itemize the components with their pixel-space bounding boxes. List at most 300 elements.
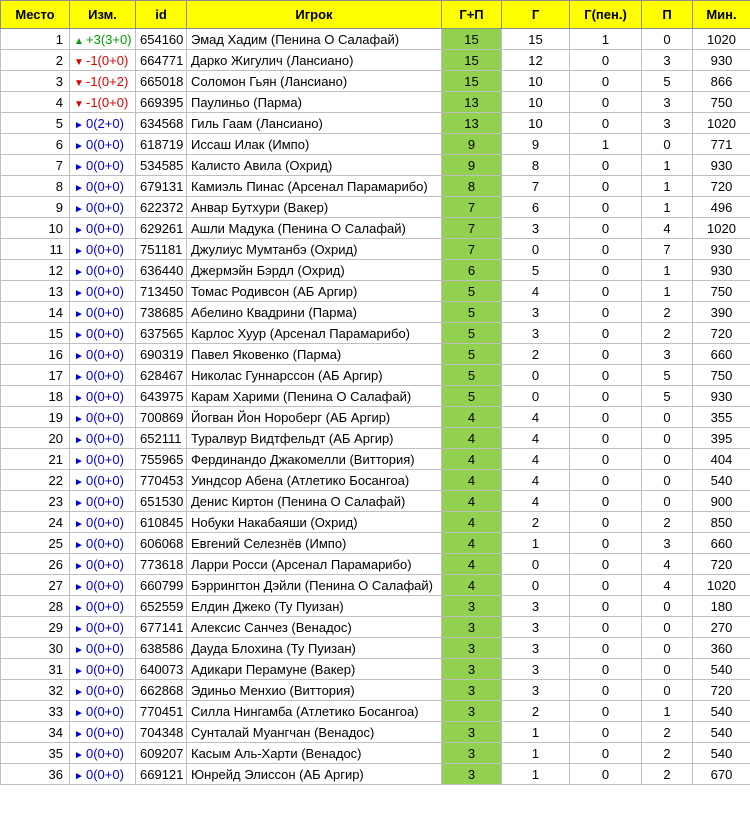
- penalty-goals-cell[interactable]: 0: [570, 176, 642, 197]
- minutes-cell[interactable]: 355: [693, 407, 750, 428]
- id-cell[interactable]: 664771: [136, 50, 187, 71]
- player-cell[interactable]: Фердинандо Джакомелли (Виттория): [187, 449, 442, 470]
- player-cell[interactable]: Бэррингтон Дэйли (Пенина О Салафай): [187, 575, 442, 596]
- id-cell[interactable]: 669121: [136, 764, 187, 785]
- assists-cell[interactable]: 4: [642, 218, 693, 239]
- penalty-goals-cell[interactable]: 0: [570, 71, 642, 92]
- goals-plus-assists-cell[interactable]: 15: [442, 71, 502, 92]
- player-cell[interactable]: Йогван Йон Нороберг (АБ Аргир): [187, 407, 442, 428]
- penalty-goals-cell[interactable]: 0: [570, 722, 642, 743]
- assists-cell[interactable]: 2: [642, 323, 693, 344]
- assists-cell[interactable]: 5: [642, 365, 693, 386]
- minutes-cell[interactable]: 180: [693, 596, 750, 617]
- goals-cell[interactable]: 1: [502, 764, 570, 785]
- goals-plus-assists-cell[interactable]: 4: [442, 512, 502, 533]
- assists-cell[interactable]: 0: [642, 659, 693, 680]
- change-cell[interactable]: [70, 344, 136, 365]
- change-cell[interactable]: [70, 533, 136, 554]
- goals-plus-assists-cell[interactable]: 7: [442, 197, 502, 218]
- rank-cell[interactable]: 11: [1, 239, 70, 260]
- penalty-goals-cell[interactable]: 0: [570, 344, 642, 365]
- goals-cell[interactable]: 3: [502, 302, 570, 323]
- rank-cell[interactable]: 12: [1, 260, 70, 281]
- penalty-goals-cell[interactable]: 0: [570, 617, 642, 638]
- rank-cell[interactable]: 27: [1, 575, 70, 596]
- goals-plus-assists-cell[interactable]: 4: [442, 470, 502, 491]
- change-cell[interactable]: [70, 155, 136, 176]
- assists-cell[interactable]: 2: [642, 722, 693, 743]
- change-cell[interactable]: [70, 659, 136, 680]
- minutes-cell[interactable]: 750: [693, 92, 750, 113]
- player-cell[interactable]: Юнрейд Элиссон (АБ Аргир): [187, 764, 442, 785]
- player-cell[interactable]: Джермэйн Бэрдл (Охрид): [187, 260, 442, 281]
- change-cell[interactable]: [70, 764, 136, 785]
- penalty-goals-cell[interactable]: 0: [570, 575, 642, 596]
- player-cell[interactable]: Касым Аль-Харти (Венадос): [187, 743, 442, 764]
- penalty-goals-cell[interactable]: 0: [570, 428, 642, 449]
- change-cell[interactable]: [70, 407, 136, 428]
- rank-cell[interactable]: 9: [1, 197, 70, 218]
- assists-cell[interactable]: 0: [642, 428, 693, 449]
- id-cell[interactable]: 654160: [136, 29, 187, 50]
- rank-cell[interactable]: 34: [1, 722, 70, 743]
- rank-cell[interactable]: 7: [1, 155, 70, 176]
- goals-plus-assists-cell[interactable]: 4: [442, 407, 502, 428]
- id-cell[interactable]: 679131: [136, 176, 187, 197]
- goals-plus-assists-cell[interactable]: 15: [442, 29, 502, 50]
- penalty-goals-cell[interactable]: 1: [570, 134, 642, 155]
- goals-cell[interactable]: 0: [502, 575, 570, 596]
- rank-cell[interactable]: 23: [1, 491, 70, 512]
- change-cell[interactable]: [70, 113, 136, 134]
- id-cell[interactable]: 634568: [136, 113, 187, 134]
- rank-cell[interactable]: 10: [1, 218, 70, 239]
- goals-plus-assists-cell[interactable]: 13: [442, 113, 502, 134]
- penalty-goals-cell[interactable]: 0: [570, 260, 642, 281]
- change-cell[interactable]: [70, 554, 136, 575]
- id-cell[interactable]: 606068: [136, 533, 187, 554]
- goals-cell[interactable]: 3: [502, 617, 570, 638]
- penalty-goals-cell[interactable]: 0: [570, 764, 642, 785]
- goals-plus-assists-cell[interactable]: 4: [442, 533, 502, 554]
- assists-cell[interactable]: 5: [642, 71, 693, 92]
- penalty-goals-cell[interactable]: 0: [570, 449, 642, 470]
- player-cell[interactable]: Томас Родивсон (АБ Аргир): [187, 281, 442, 302]
- minutes-cell[interactable]: 1020: [693, 575, 750, 596]
- minutes-cell[interactable]: 660: [693, 533, 750, 554]
- rank-cell[interactable]: 30: [1, 638, 70, 659]
- goals-plus-assists-cell[interactable]: 15: [442, 50, 502, 71]
- goals-plus-assists-cell[interactable]: 4: [442, 575, 502, 596]
- assists-cell[interactable]: 0: [642, 449, 693, 470]
- player-cell[interactable]: Николас Гуннарссон (АБ Аргир): [187, 365, 442, 386]
- goals-cell[interactable]: 4: [502, 428, 570, 449]
- col-header-player[interactable]: Игрок: [187, 1, 442, 29]
- goals-cell[interactable]: 0: [502, 365, 570, 386]
- id-cell[interactable]: 677141: [136, 617, 187, 638]
- player-cell[interactable]: Дарко Жигулич (Лансиано): [187, 50, 442, 71]
- change-cell[interactable]: [70, 50, 136, 71]
- penalty-goals-cell[interactable]: 0: [570, 638, 642, 659]
- penalty-goals-cell[interactable]: 0: [570, 407, 642, 428]
- minutes-cell[interactable]: 771: [693, 134, 750, 155]
- change-cell[interactable]: [70, 386, 136, 407]
- rank-cell[interactable]: 31: [1, 659, 70, 680]
- assists-cell[interactable]: 0: [642, 596, 693, 617]
- rank-cell[interactable]: 29: [1, 617, 70, 638]
- player-cell[interactable]: Адикари Перамуне (Вакер): [187, 659, 442, 680]
- player-cell[interactable]: Соломон Гьян (Лансиано): [187, 71, 442, 92]
- id-cell[interactable]: 637565: [136, 323, 187, 344]
- rank-cell[interactable]: 22: [1, 470, 70, 491]
- change-cell[interactable]: [70, 323, 136, 344]
- player-cell[interactable]: Ларри Росси (Арсенал Парамарибо): [187, 554, 442, 575]
- assists-cell[interactable]: 0: [642, 29, 693, 50]
- player-cell[interactable]: Алексис Санчез (Венадос): [187, 617, 442, 638]
- change-cell[interactable]: [70, 722, 136, 743]
- goals-plus-assists-cell[interactable]: 5: [442, 323, 502, 344]
- id-cell[interactable]: 643975: [136, 386, 187, 407]
- player-cell[interactable]: Абелино Квадрини (Парма): [187, 302, 442, 323]
- assists-cell[interactable]: 3: [642, 533, 693, 554]
- minutes-cell[interactable]: 395: [693, 428, 750, 449]
- penalty-goals-cell[interactable]: 0: [570, 743, 642, 764]
- player-cell[interactable]: Павел Яковенко (Парма): [187, 344, 442, 365]
- rank-cell[interactable]: 18: [1, 386, 70, 407]
- goals-cell[interactable]: 15: [502, 29, 570, 50]
- assists-cell[interactable]: 1: [642, 701, 693, 722]
- goals-cell[interactable]: 0: [502, 386, 570, 407]
- rank-cell[interactable]: 3: [1, 71, 70, 92]
- minutes-cell[interactable]: 670: [693, 764, 750, 785]
- goals-cell[interactable]: 3: [502, 218, 570, 239]
- goals-plus-assists-cell[interactable]: 3: [442, 722, 502, 743]
- goals-plus-assists-cell[interactable]: 5: [442, 281, 502, 302]
- change-cell[interactable]: [70, 491, 136, 512]
- rank-cell[interactable]: 13: [1, 281, 70, 302]
- minutes-cell[interactable]: 1020: [693, 218, 750, 239]
- change-cell[interactable]: [70, 743, 136, 764]
- id-cell[interactable]: 609207: [136, 743, 187, 764]
- goals-cell[interactable]: 8: [502, 155, 570, 176]
- penalty-goals-cell[interactable]: 0: [570, 512, 642, 533]
- id-cell[interactable]: 638586: [136, 638, 187, 659]
- rank-cell[interactable]: 28: [1, 596, 70, 617]
- penalty-goals-cell[interactable]: 0: [570, 281, 642, 302]
- goals-plus-assists-cell[interactable]: 3: [442, 617, 502, 638]
- assists-cell[interactable]: 0: [642, 638, 693, 659]
- player-cell[interactable]: Денис Киртон (Пенина О Салафай): [187, 491, 442, 512]
- change-cell[interactable]: [70, 134, 136, 155]
- rank-cell[interactable]: 5: [1, 113, 70, 134]
- player-cell[interactable]: Камиэль Пинас (Арсенал Парамарибо): [187, 176, 442, 197]
- penalty-goals-cell[interactable]: 0: [570, 554, 642, 575]
- penalty-goals-cell[interactable]: 0: [570, 155, 642, 176]
- assists-cell[interactable]: 0: [642, 407, 693, 428]
- assists-cell[interactable]: 3: [642, 92, 693, 113]
- assists-cell[interactable]: 1: [642, 281, 693, 302]
- goals-plus-assists-cell[interactable]: 13: [442, 92, 502, 113]
- goals-cell[interactable]: 3: [502, 596, 570, 617]
- penalty-goals-cell[interactable]: 0: [570, 365, 642, 386]
- minutes-cell[interactable]: 540: [693, 743, 750, 764]
- change-cell[interactable]: [70, 680, 136, 701]
- rank-cell[interactable]: 36: [1, 764, 70, 785]
- minutes-cell[interactable]: 900: [693, 491, 750, 512]
- minutes-cell[interactable]: 850: [693, 512, 750, 533]
- change-cell[interactable]: [70, 281, 136, 302]
- goals-cell[interactable]: 1: [502, 533, 570, 554]
- id-cell[interactable]: 700869: [136, 407, 187, 428]
- penalty-goals-cell[interactable]: 1: [570, 29, 642, 50]
- minutes-cell[interactable]: 270: [693, 617, 750, 638]
- change-cell[interactable]: [70, 617, 136, 638]
- goals-plus-assists-cell[interactable]: 5: [442, 302, 502, 323]
- minutes-cell[interactable]: 930: [693, 386, 750, 407]
- minutes-cell[interactable]: 390: [693, 302, 750, 323]
- penalty-goals-cell[interactable]: 0: [570, 701, 642, 722]
- penalty-goals-cell[interactable]: 0: [570, 239, 642, 260]
- assists-cell[interactable]: 1: [642, 197, 693, 218]
- rank-cell[interactable]: 24: [1, 512, 70, 533]
- goals-cell[interactable]: 10: [502, 113, 570, 134]
- col-header-change[interactable]: Изм.: [70, 1, 136, 29]
- minutes-cell[interactable]: 1020: [693, 113, 750, 134]
- assists-cell[interactable]: 4: [642, 575, 693, 596]
- id-cell[interactable]: 738685: [136, 302, 187, 323]
- goals-plus-assists-cell[interactable]: 6: [442, 260, 502, 281]
- rank-cell[interactable]: 8: [1, 176, 70, 197]
- goals-plus-assists-cell[interactable]: 3: [442, 638, 502, 659]
- minutes-cell[interactable]: 720: [693, 680, 750, 701]
- minutes-cell[interactable]: 750: [693, 281, 750, 302]
- player-cell[interactable]: Нобуки Накабаяши (Охрид): [187, 512, 442, 533]
- penalty-goals-cell[interactable]: 0: [570, 302, 642, 323]
- goals-plus-assists-cell[interactable]: 3: [442, 764, 502, 785]
- goals-cell[interactable]: 0: [502, 239, 570, 260]
- id-cell[interactable]: 669395: [136, 92, 187, 113]
- player-cell[interactable]: Гиль Гаам (Лансиано): [187, 113, 442, 134]
- assists-cell[interactable]: 0: [642, 617, 693, 638]
- id-cell[interactable]: 640073: [136, 659, 187, 680]
- minutes-cell[interactable]: 720: [693, 176, 750, 197]
- player-cell[interactable]: Дауда Блохина (Ту Пуизан): [187, 638, 442, 659]
- goals-cell[interactable]: 6: [502, 197, 570, 218]
- change-cell[interactable]: [70, 596, 136, 617]
- player-cell[interactable]: Эмад Хадим (Пенина О Салафай): [187, 29, 442, 50]
- player-cell[interactable]: Туралвур Видтфельдт (АБ Аргир): [187, 428, 442, 449]
- assists-cell[interactable]: 4: [642, 554, 693, 575]
- player-cell[interactable]: Ашли Мадука (Пенина О Салафай): [187, 218, 442, 239]
- goals-cell[interactable]: 3: [502, 680, 570, 701]
- goals-plus-assists-cell[interactable]: 4: [442, 491, 502, 512]
- goals-cell[interactable]: 4: [502, 281, 570, 302]
- id-cell[interactable]: 751181: [136, 239, 187, 260]
- goals-cell[interactable]: 4: [502, 407, 570, 428]
- id-cell[interactable]: 636440: [136, 260, 187, 281]
- id-cell[interactable]: 651530: [136, 491, 187, 512]
- id-cell[interactable]: 652559: [136, 596, 187, 617]
- player-cell[interactable]: Иссаш Илак (Импо): [187, 134, 442, 155]
- id-cell[interactable]: 610845: [136, 512, 187, 533]
- goals-cell[interactable]: 0: [502, 554, 570, 575]
- minutes-cell[interactable]: 404: [693, 449, 750, 470]
- goals-plus-assists-cell[interactable]: 4: [442, 554, 502, 575]
- penalty-goals-cell[interactable]: 0: [570, 470, 642, 491]
- goals-cell[interactable]: 3: [502, 323, 570, 344]
- id-cell[interactable]: 704348: [136, 722, 187, 743]
- minutes-cell[interactable]: 1020: [693, 29, 750, 50]
- minutes-cell[interactable]: 750: [693, 365, 750, 386]
- change-cell[interactable]: [70, 197, 136, 218]
- rank-cell[interactable]: 17: [1, 365, 70, 386]
- change-cell[interactable]: [70, 449, 136, 470]
- goals-plus-assists-cell[interactable]: 3: [442, 680, 502, 701]
- id-cell[interactable]: 662868: [136, 680, 187, 701]
- goals-cell[interactable]: 5: [502, 260, 570, 281]
- player-cell[interactable]: Калисто Авила (Охрид): [187, 155, 442, 176]
- player-cell[interactable]: Елдин Джеко (Ту Пуизан): [187, 596, 442, 617]
- minutes-cell[interactable]: 866: [693, 71, 750, 92]
- rank-cell[interactable]: 15: [1, 323, 70, 344]
- minutes-cell[interactable]: 496: [693, 197, 750, 218]
- goals-cell[interactable]: 2: [502, 512, 570, 533]
- assists-cell[interactable]: 1: [642, 260, 693, 281]
- goals-cell[interactable]: 2: [502, 701, 570, 722]
- rank-cell[interactable]: 19: [1, 407, 70, 428]
- goals-plus-assists-cell[interactable]: 5: [442, 386, 502, 407]
- change-cell[interactable]: [70, 92, 136, 113]
- rank-cell[interactable]: 6: [1, 134, 70, 155]
- player-cell[interactable]: Карлос Хуур (Арсенал Парамарибо): [187, 323, 442, 344]
- change-cell[interactable]: [70, 701, 136, 722]
- change-cell[interactable]: [70, 512, 136, 533]
- change-cell[interactable]: [70, 176, 136, 197]
- id-cell[interactable]: 652111: [136, 428, 187, 449]
- goals-plus-assists-cell[interactable]: 4: [442, 449, 502, 470]
- rank-cell[interactable]: 20: [1, 428, 70, 449]
- id-cell[interactable]: 713450: [136, 281, 187, 302]
- change-cell[interactable]: [70, 260, 136, 281]
- rank-cell[interactable]: 26: [1, 554, 70, 575]
- rank-cell[interactable]: 33: [1, 701, 70, 722]
- minutes-cell[interactable]: 360: [693, 638, 750, 659]
- goals-cell[interactable]: 9: [502, 134, 570, 155]
- goals-plus-assists-cell[interactable]: 9: [442, 155, 502, 176]
- change-cell[interactable]: [70, 239, 136, 260]
- id-cell[interactable]: 629261: [136, 218, 187, 239]
- change-cell[interactable]: [70, 638, 136, 659]
- rank-cell[interactable]: 1: [1, 29, 70, 50]
- minutes-cell[interactable]: 930: [693, 50, 750, 71]
- col-header-goals[interactable]: Г: [502, 1, 570, 29]
- player-cell[interactable]: Карам Харими (Пенина О Салафай): [187, 386, 442, 407]
- id-cell[interactable]: 628467: [136, 365, 187, 386]
- goals-cell[interactable]: 1: [502, 743, 570, 764]
- assists-cell[interactable]: 3: [642, 113, 693, 134]
- id-cell[interactable]: 622372: [136, 197, 187, 218]
- goals-cell[interactable]: 1: [502, 722, 570, 743]
- minutes-cell[interactable]: 540: [693, 722, 750, 743]
- penalty-goals-cell[interactable]: 0: [570, 113, 642, 134]
- penalty-goals-cell[interactable]: 0: [570, 50, 642, 71]
- penalty-goals-cell[interactable]: 0: [570, 218, 642, 239]
- player-cell[interactable]: Анвар Бутхури (Вакер): [187, 197, 442, 218]
- col-header-assists[interactable]: П: [642, 1, 693, 29]
- goals-plus-assists-cell[interactable]: 3: [442, 743, 502, 764]
- rank-cell[interactable]: 35: [1, 743, 70, 764]
- rank-cell[interactable]: 14: [1, 302, 70, 323]
- change-cell[interactable]: [70, 470, 136, 491]
- assists-cell[interactable]: 0: [642, 491, 693, 512]
- player-cell[interactable]: Эдиньо Менхио (Виттория): [187, 680, 442, 701]
- goals-plus-assists-cell[interactable]: 3: [442, 596, 502, 617]
- change-cell[interactable]: [70, 302, 136, 323]
- id-cell[interactable]: 534585: [136, 155, 187, 176]
- penalty-goals-cell[interactable]: 0: [570, 533, 642, 554]
- id-cell[interactable]: 773618: [136, 554, 187, 575]
- penalty-goals-cell[interactable]: 0: [570, 491, 642, 512]
- minutes-cell[interactable]: 930: [693, 155, 750, 176]
- goals-plus-assists-cell[interactable]: 3: [442, 659, 502, 680]
- col-header-goals-plus-assists[interactable]: Г+П: [442, 1, 502, 29]
- change-cell[interactable]: [70, 29, 136, 50]
- penalty-goals-cell[interactable]: 0: [570, 323, 642, 344]
- assists-cell[interactable]: 1: [642, 155, 693, 176]
- id-cell[interactable]: 660799: [136, 575, 187, 596]
- change-cell[interactable]: [70, 575, 136, 596]
- goals-plus-assists-cell[interactable]: 5: [442, 344, 502, 365]
- goals-cell[interactable]: 4: [502, 449, 570, 470]
- goals-plus-assists-cell[interactable]: 7: [442, 239, 502, 260]
- goals-cell[interactable]: 3: [502, 638, 570, 659]
- penalty-goals-cell[interactable]: 0: [570, 596, 642, 617]
- change-cell[interactable]: [70, 71, 136, 92]
- penalty-goals-cell[interactable]: 0: [570, 680, 642, 701]
- goals-cell[interactable]: 10: [502, 92, 570, 113]
- id-cell[interactable]: 770453: [136, 470, 187, 491]
- rank-cell[interactable]: 16: [1, 344, 70, 365]
- rank-cell[interactable]: 25: [1, 533, 70, 554]
- assists-cell[interactable]: 2: [642, 743, 693, 764]
- minutes-cell[interactable]: 720: [693, 323, 750, 344]
- goals-plus-assists-cell[interactable]: 8: [442, 176, 502, 197]
- minutes-cell[interactable]: 540: [693, 701, 750, 722]
- goals-cell[interactable]: 7: [502, 176, 570, 197]
- player-cell[interactable]: Силла Нингамба (Атлетико Босангоа): [187, 701, 442, 722]
- col-header-rank[interactable]: Место: [1, 1, 70, 29]
- goals-cell[interactable]: 4: [502, 491, 570, 512]
- minutes-cell[interactable]: 930: [693, 260, 750, 281]
- assists-cell[interactable]: 7: [642, 239, 693, 260]
- assists-cell[interactable]: 5: [642, 386, 693, 407]
- id-cell[interactable]: 755965: [136, 449, 187, 470]
- id-cell[interactable]: 618719: [136, 134, 187, 155]
- change-cell[interactable]: [70, 428, 136, 449]
- player-cell[interactable]: Уиндсор Абена (Атлетико Босангоа): [187, 470, 442, 491]
- penalty-goals-cell[interactable]: 0: [570, 92, 642, 113]
- goals-cell[interactable]: 10: [502, 71, 570, 92]
- assists-cell[interactable]: 0: [642, 134, 693, 155]
- assists-cell[interactable]: 3: [642, 344, 693, 365]
- goals-cell[interactable]: 12: [502, 50, 570, 71]
- minutes-cell[interactable]: 540: [693, 470, 750, 491]
- penalty-goals-cell[interactable]: 0: [570, 659, 642, 680]
- goals-plus-assists-cell[interactable]: 4: [442, 428, 502, 449]
- player-cell[interactable]: Джулиус Мумтанбэ (Охрид): [187, 239, 442, 260]
- rank-cell[interactable]: 21: [1, 449, 70, 470]
- assists-cell[interactable]: 0: [642, 470, 693, 491]
